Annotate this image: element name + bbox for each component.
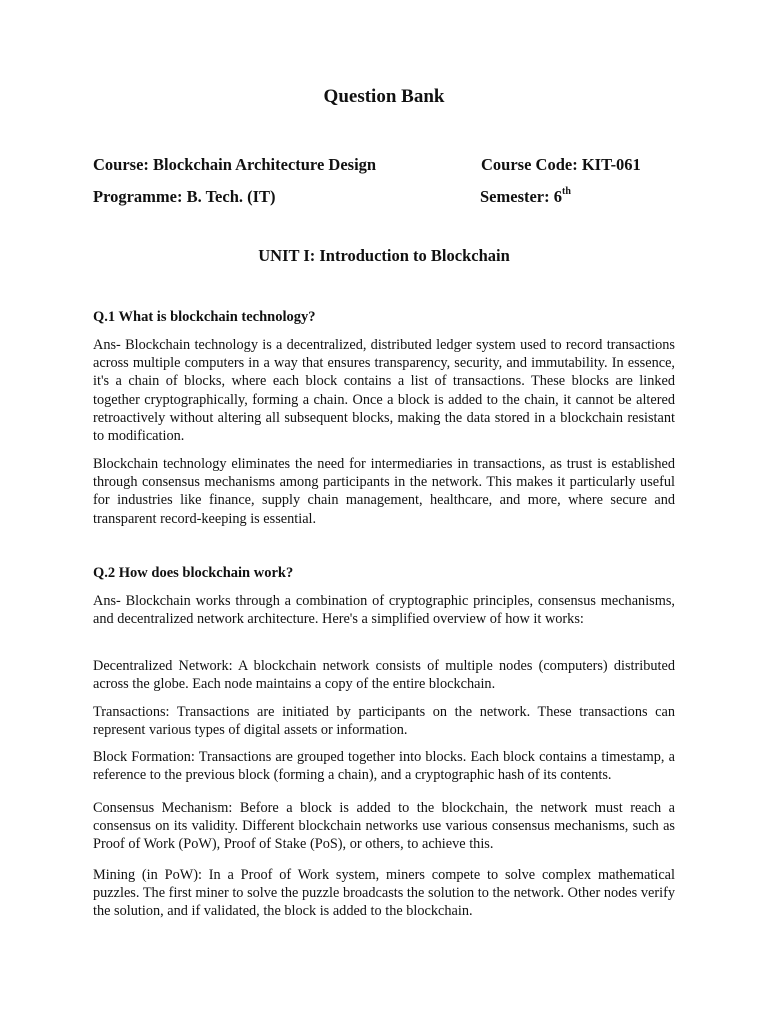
unit-heading: UNIT I: Introduction to Blockchain — [258, 246, 510, 265]
course-code: Course Code: KIT-061 — [481, 155, 641, 174]
page-title: Question Bank — [323, 86, 445, 107]
semester-superscript: th — [562, 185, 571, 197]
q2-transactions-paragraph: Transactions: Transactions are initiated by participants on the network. These transactions can represent various types of digital assets or information. — [93, 704, 675, 739]
q2-decentralized-network-paragraph: Decentralized Network: A blockchain network consists of multiple nodes (computers) distributed across the globe. Each node maintains a copy of the entire blockchain. — [93, 658, 675, 693]
q2-mining-paragraph: Mining (in PoW): In a Proof of Work system, miners compete to solve complex mathematical puzzles. The first miner to solve the puzzle broadcasts the solution to the network. Other nodes verify the solution, and if validated, the block is added to the blockchain. — [93, 867, 675, 920]
question-1-heading: Q.1 What is blockchain technology? — [93, 309, 316, 325]
question-2-heading: Q.2 How does blockchain work? — [93, 565, 294, 581]
programme-name: Programme: B. Tech. (IT) — [93, 187, 276, 206]
q1-answer-paragraph-2: Blockchain technology eliminates the need for intermediaries in transactions, as trust is established through consensus mechanisms among participants in the network. This makes it particularly useful for industries like finance, supply chain management, healthcare, and more, where secure and transparent record-keeping is essential. — [93, 456, 675, 527]
q2-consensus-mechanism-paragraph: Consensus Mechanism: Before a block is added to the blockchain, the network must reach a consensus on its validity. Different blockchain networks use various consensus mechanisms, such as Proof of Work (PoW), Proof of Stake (PoS), or others, to achieve this. — [93, 800, 675, 853]
semester — [480, 187, 571, 207]
q2-block-formation-paragraph: Block Formation: Transactions are grouped together into blocks. Each block contains a timestamp, a reference to the previous block (forming a chain), and a cryptographic hash of its contents. — [93, 749, 675, 784]
q2-answer-paragraph-1: Ans- Blockchain works through a combination of cryptographic principles, consensus mechanisms, and decentralized network architecture. Here's a simplified overview of how it works: — [93, 593, 675, 628]
q1-answer-paragraph-1: Ans- Blockchain technology is a decentralized, distributed ledger system used to record transactions across multiple computers in a way that ensures transparency, security, and immutability. In essence, it's a chain of blocks, where each block contains a list of transactions. These blocks are linked together cryptographically, forming a chain. Once a block is added to the chain, it cannot be altered retroactively without altering all subsequent blocks, making the data stored in a blockchain resistant to modification. — [93, 337, 675, 445]
course-name: Course: Blockchain Architecture Design — [93, 155, 377, 174]
semester-label: Semester: 6 — [480, 187, 563, 206]
